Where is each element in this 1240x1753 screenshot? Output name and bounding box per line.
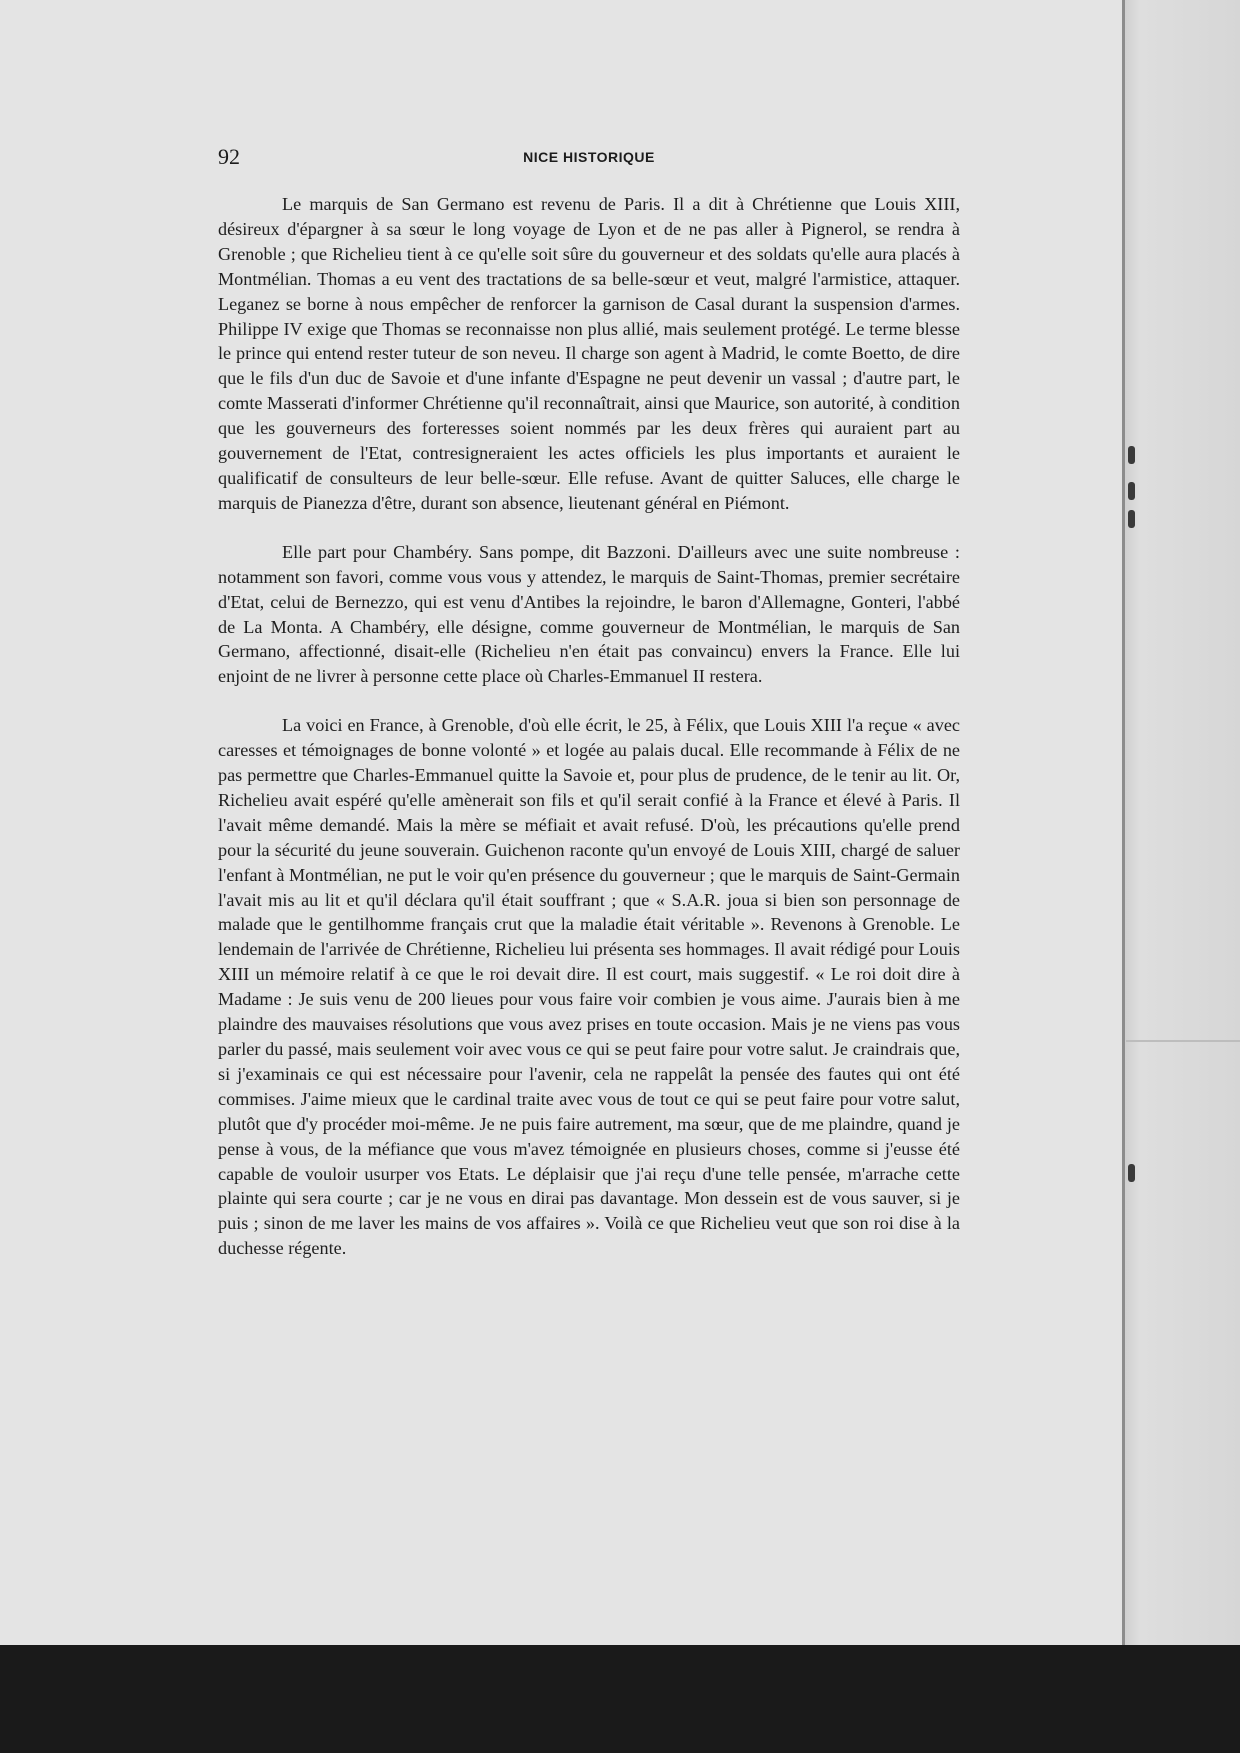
body-text	[218, 192, 960, 1261]
running-title: NICE HISTORIQUE	[523, 149, 655, 165]
paragraph: La voici en France, à Grenoble, d'où elle écrit, le 25, à Félix, que Louis XIII l'a reçue « avec caresses et témoignages de bonne volonté » et logée au palais ducal. Elle recommande à Félix de ne pas permettre que Charles-Emmanuel quitte la Savoie et, pour plus de prudence, de le tenir au lit. Or, Richelieu avait espéré qu'elle amènerait son fils et qu'il serait confié à la France et élevé à Paris. Il l'avait même demandé. Mais la mère se méfiait et avait refusé. D'où, les précautions qu'elle prend pour la sécurité du jeune souverain. Guichenon raconte qu'un envoyé de Louis XIII, chargé de saluer l'enfant à Montmélian, ne put le voir qu'en présence du gouverneur ; que le marquis de Saint-Germain l'avait mis au lit et qu'il déclara qu'il était souffrant ; que « S.A.R. joua si bien son personnage de malade que le gentilhomme français crut que la maladie était véritable ». Revenons à Grenoble. Le lendemain de l'arrivée de Chrétienne, Richelieu lui présenta ses hommages. Il avait rédigé pour Louis XIII un mémoire relatif à ce que le roi devait dire. Il est court, mais suggestif. « Le roi doit dire à Madame : Je suis venu de 200 lieues pour vous faire voir combien je vous aime. J'aurais bien à me plaindre des mauvaises résolutions que vous avez prises en toute occasion. Mais je ne viens pas vous parler du passé, mais seulement voir avec vous ce qui se peut faire pour votre salut. Je craindrais que, si j'examinais ce qui est nécessaire pour l'avenir, cela ne rappelât la pensée des fautes qui ont été commises. J'aime mieux que le cardinal traite avec vous de tout ce qui se peut faire pour votre salut, plutôt que d'y procéder moi-même. Je ne puis faire autrement, ma sœur, que de me plaindre, quand je pense à vous, de la méfiance que vous m'avez témoignée en plusieurs choses, comme si j'eusse été capable de vouloir usurper vos Etats. Le déplaisir que j'ai reçu d'une telle pensée, m'arrache cette plainte qui sera courte ; car je ne vous en dirai pas davantage. Mon dessein est de vous sauver, si je puis ; sinon de me laver les mains de vos affaires ». Voilà ce que Richelieu veut que son roi dise à la duchesse régente.	[218, 715, 960, 1259]
paragraph: Elle part pour Chambéry. Sans pompe, dit Bazzoni. D'ailleurs avec une suite nombreuse : notamment son favori, comme vous vous y attendez, le marquis de Saint-Thomas, premier secrétaire d'Etat, celui de Bernezzo, qui est venu d'Antibes la rejoindre, le baron d'Allemagne, Gonteri, l'abbé de La Monta. A Chambéry, elle désigne, comme gouverneur de Montmélian, le marquis de San Germano, affectionné, disait-elle (Richelieu n'en était pas convaincu) envers la France. Elle lui enjoint de ne livrer à personne cette place où Charles-Emmanuel II restera.	[218, 541, 960, 687]
facing-page-edge	[1122, 0, 1240, 1655]
binding-mark	[1128, 446, 1135, 464]
paragraph: Le marquis de San Germano est revenu de Paris. Il a dit à Chrétienne que Louis XIII, désireux d'épargner à sa sœur le long voyage de Lyon et de ne pas aller à Pignerol, se rendra à Grenoble ; que Richelieu tient à ce qu'elle soit sûre du gouverneur et des soldats qu'elle aura placés à Montmélian. Thomas a eu vent des tractations de sa belle-sœur et veut, malgré l'armistice, attaquer. Leganez se borne à nous empêcher de renforcer la garnison de Casal durant la suspension d'armes. Philippe IV exige que Thomas se reconnaisse non plus allié, mais seulement protégé. Le terme blesse le prince qui entend rester tuteur de son neveu. Il charge son agent à Madrid, le comte Boetto, de dire que le fils d'un duc de Savoie et d'une infante d'Espagne ne peut devenir un vassal ; d'autre part, le comte Masserati d'informer Chrétienne qu'il reconnaîtrait, ainsi que Maurice, son autorité, à condition que les gouverneurs des forteresses soient nommés par les deux frères qui auraient part au gouvernement de l'Etat, contresigneraient les actes officiels les plus importants et auraient le qualificatif de consulteurs de leur belle-sœur. Elle refuse. Avant de quitter Saluces, elle charge le marquis de Pianezza d'être, durant son absence, lieutenant général en Piémont.	[218, 194, 960, 513]
facing-page-crease	[1126, 1040, 1240, 1042]
binding-mark	[1128, 482, 1135, 500]
page-number: 92	[218, 144, 240, 169]
scan-background	[0, 1645, 1240, 1753]
binding-mark	[1128, 510, 1135, 528]
page-header	[218, 144, 960, 174]
binding-mark	[1128, 1164, 1135, 1182]
